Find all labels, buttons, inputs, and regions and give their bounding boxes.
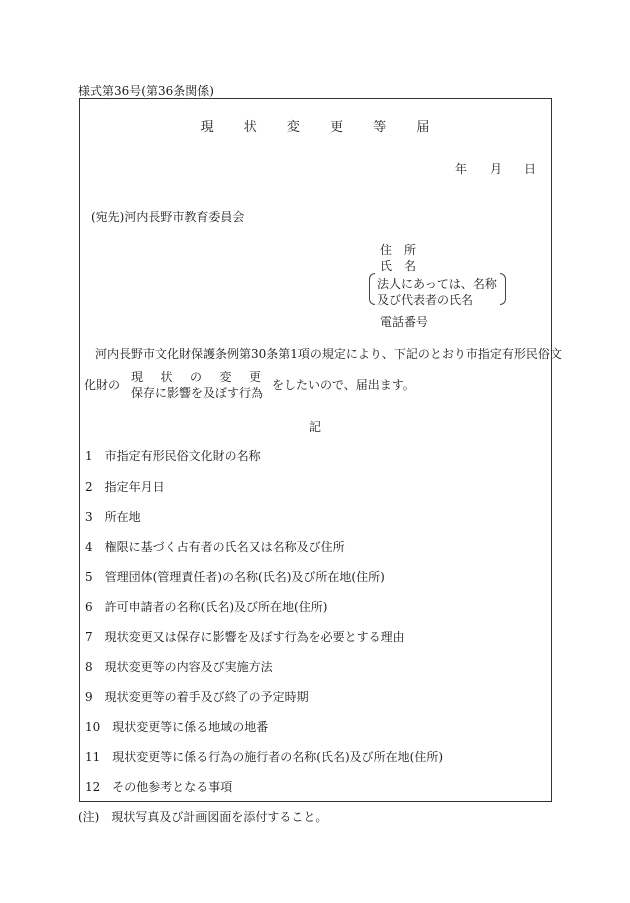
addressee: (宛先)河内長野市教育委員会: [91, 210, 245, 224]
body-option-1: 現 状 の 変 更: [131, 370, 261, 384]
body-line-1: 河内長野市文化財保護条例第30条第1項の規定により、下記のとおり市指定有形民俗文: [95, 347, 562, 361]
list-item: 11 現状変更等に係る行為の施行者の名称(氏名)及び所在地(住所): [85, 750, 444, 764]
list-item: 4 権限に基づく占有者の氏名又は名称及び住所: [85, 540, 345, 554]
list-item: 3 所在地: [85, 510, 141, 524]
title-char: 変: [286, 120, 300, 135]
title-char: 等: [373, 120, 387, 135]
list-item: 9 現状変更等の着手及び終了の予定時期: [85, 690, 309, 704]
title-char: 更: [330, 120, 344, 135]
left-bracket: [369, 273, 375, 305]
list-item: 1 市指定有形民俗文化財の名称: [85, 449, 261, 463]
body-prefix: 化財の: [84, 378, 121, 392]
document-title: [0, 116, 630, 135]
list-item: 10 現状変更等に係る地域の地番: [85, 720, 269, 734]
title-char: 現: [200, 120, 214, 135]
title-char: 状: [243, 120, 257, 135]
date-month: 月: [490, 162, 503, 176]
date-year: 年: [455, 162, 468, 176]
title-char: 届: [416, 120, 430, 135]
applicant-address-label: 住 所: [380, 243, 417, 257]
ki-heading: 記: [308, 420, 321, 434]
body-option-2: 保存に影響を及ぼす行為: [131, 386, 264, 400]
corp-note-line2: 及び代表者の氏名: [377, 293, 474, 307]
corp-note-line1: 法人にあっては、名称: [377, 277, 497, 291]
applicant-phone-label: 電話番号: [380, 315, 429, 329]
list-item: 8 現状変更等の内容及び実施方法: [85, 660, 273, 674]
list-item: 5 管理団体(管理責任者)の名称(氏名)及び所在地(住所): [85, 570, 385, 584]
list-item: 12 その他参考となる事項: [85, 780, 233, 794]
date-day: 日: [524, 162, 537, 176]
body-suffix: をしたいので、届出ます。: [272, 378, 415, 392]
list-item: 6 許可申請者の名称(氏名)及び所在地(住所): [85, 600, 328, 614]
applicant-name-label: 氏 名: [380, 259, 417, 273]
form-number-label: 様式第36号(第36条関係): [78, 84, 214, 98]
right-bracket: [500, 273, 506, 305]
list-item: 7 現状変更又は保存に影響を及ぼす行為を必要とする理由: [85, 630, 405, 644]
list-item: 2 指定年月日: [85, 480, 165, 494]
attachment-note: (注) 現状写真及び計画図面を添付すること。: [78, 810, 328, 824]
